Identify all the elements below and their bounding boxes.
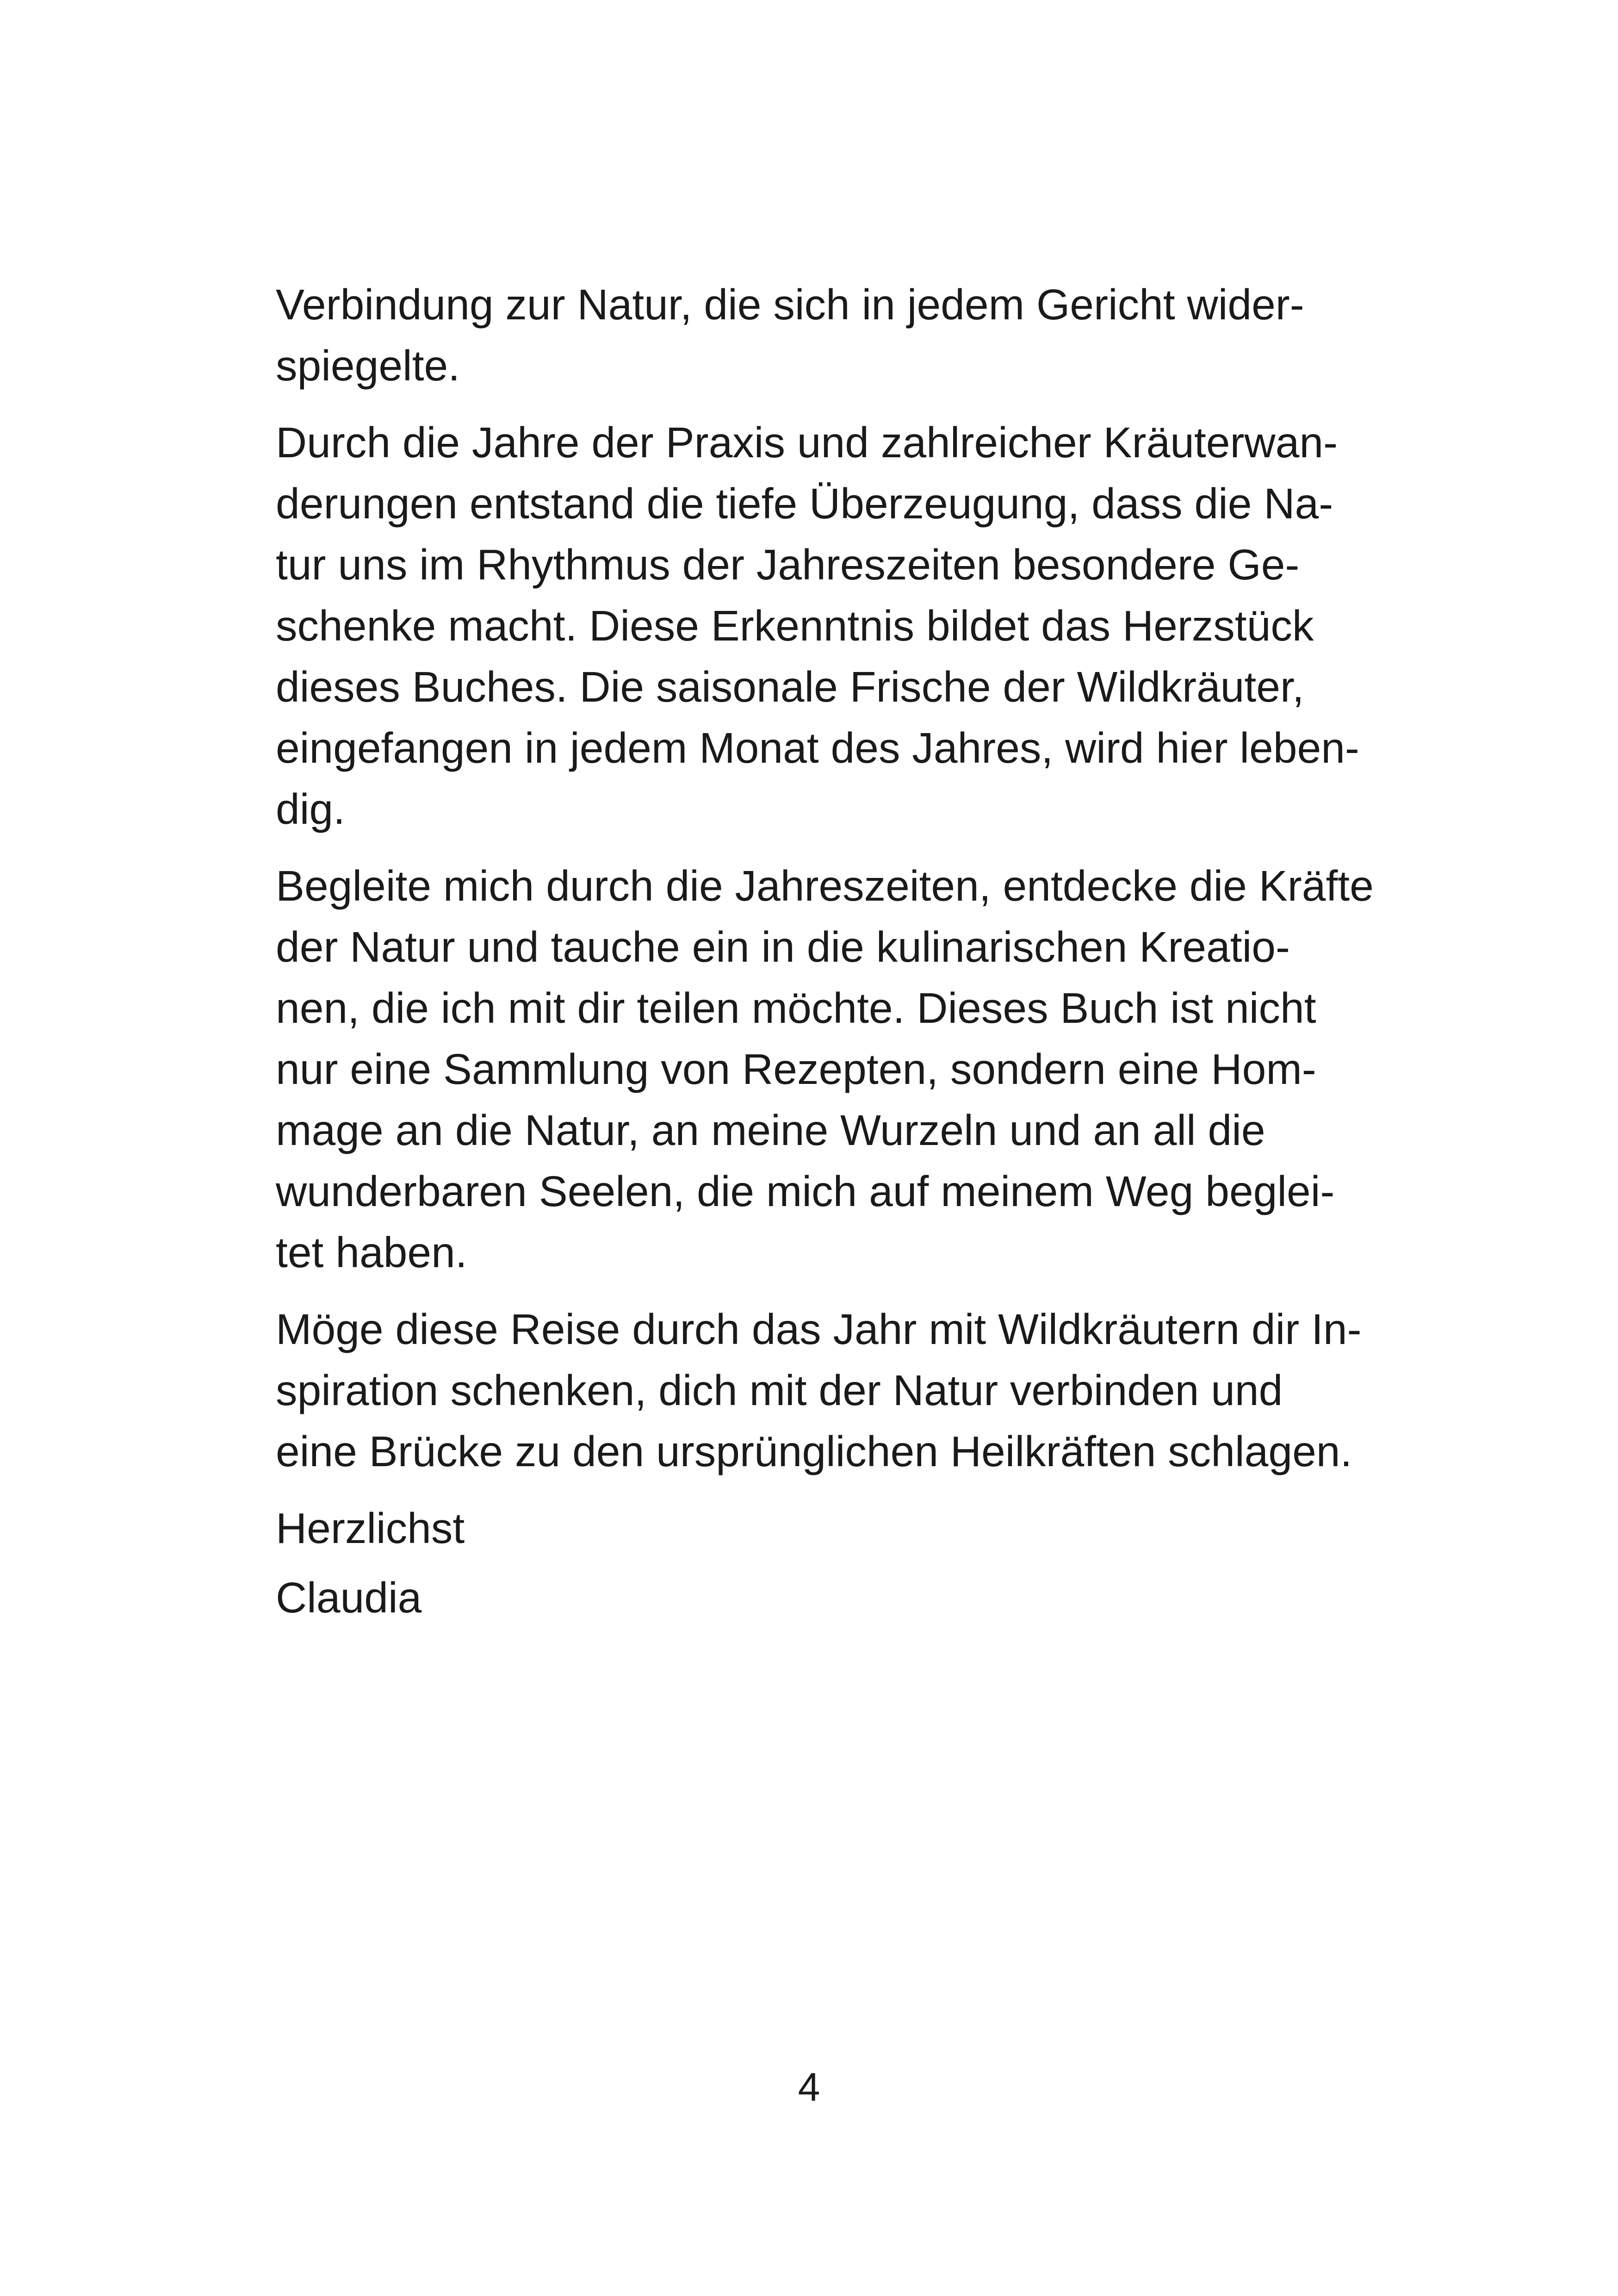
text-line: dig. — [276, 785, 345, 833]
paragraph-2 — [276, 412, 1359, 840]
text-line: derungen entstand die tiefe Überzeugung, dass die Na- — [276, 479, 1333, 528]
signature-text: Claudia — [276, 1574, 422, 1622]
text-line: Verbindung zur Natur, die sich in jedem Gericht wider- — [276, 280, 1304, 329]
text-line: Möge diese Reise durch das Jahr mit Wildkräutern dir In- — [276, 1305, 1362, 1353]
paragraph-3 — [276, 855, 1374, 1283]
text-line: nur eine Sammlung von Rezepten, sondern eine Hom- — [276, 1045, 1316, 1093]
paragraph-1 — [276, 274, 1354, 396]
text-line: schenke macht. Diese Erkenntnis bildet das Herzstück — [276, 602, 1314, 650]
page-number: 4 — [798, 2065, 820, 2109]
text-line: Begleite mich durch die Jahreszeiten, entdecke die Kräfte — [276, 862, 1374, 910]
closing-signature — [276, 1567, 1354, 1628]
text-line: der Natur und tauche ein in die kulinarischen Kreatio- — [276, 923, 1290, 971]
text-line: Durch die Jahre der Praxis und zahlreicher Kräuterwan- — [276, 418, 1338, 467]
text-line: eingefangen in jedem Monat des Jahres, wird hier leben- — [276, 724, 1359, 772]
closing-salutation — [276, 1498, 1354, 1559]
text-line: mage an die Natur, an meine Wurzeln und an all die — [276, 1106, 1265, 1154]
text-line: spiegelte. — [276, 342, 460, 390]
text-line: eine Brücke zu den ursprünglichen Heilkräften schlagen. — [276, 1427, 1352, 1475]
salutation-text: Herzlichst — [276, 1504, 465, 1552]
text-line: wunderbaren Seelen, die mich auf meinem Weg beglei- — [276, 1167, 1335, 1215]
text-line: tur uns im Rhythmus der Jahreszeiten besondere Ge- — [276, 541, 1300, 589]
text-line: nen, die ich mit dir teilen möchte. Dieses Buch ist nicht — [276, 984, 1316, 1032]
body-text — [276, 274, 1374, 1644]
paragraph-4 — [276, 1299, 1362, 1482]
text-line: tet haben. — [276, 1228, 467, 1276]
text-line: dieses Buches. Die saisonale Frische der Wildkräuter, — [276, 663, 1304, 711]
text-line: spiration schenken, dich mit der Natur verbinden und — [276, 1366, 1283, 1414]
